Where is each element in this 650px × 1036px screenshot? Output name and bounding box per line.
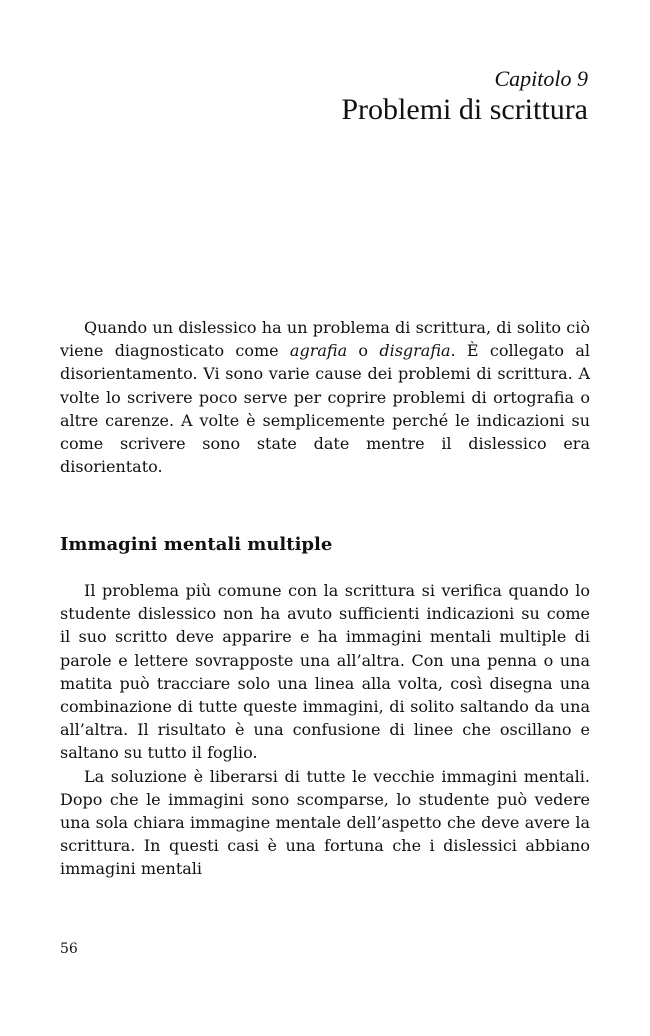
section-heading: Immagini mentali multiple bbox=[60, 534, 333, 555]
intro-text bbox=[60, 316, 590, 478]
intro-text-part-2: . È collegato al disorientamento. Vi sono varie cause dei problemi di scrittura. A volte lo scrivere poco serve per coprire problemi di ortografia o altre carenze. A volte è semplicemente perché le indicazioni su come scrivere sono state date mentre il dislessico era disorientato. bbox=[60, 341, 590, 477]
intro-paragraph bbox=[60, 316, 590, 478]
section-body bbox=[60, 579, 590, 881]
chapter-label: Capitolo 9 bbox=[494, 66, 588, 91]
chapter-title: Problemi di scrittura bbox=[341, 93, 588, 126]
intro-conjunction: o bbox=[347, 341, 380, 361]
term-disgrafia: disgrafia bbox=[379, 341, 451, 361]
intro-text-part-1: Quando un dislessico ha un problema di scrittura, di solito ciò viene diagnosticato come bbox=[60, 318, 590, 361]
section-paragraph-2: La soluzione è liberarsi di tutte le vecchie immagini mentali. Dopo che le immagini sono scomparse, lo studente può vedere una sola chiara immagine mentale dell’aspetto che deve avere la scrittura. In questi casi è una fortuna che i dislessici abbiano immagini mentali bbox=[60, 766, 590, 879]
page-number: 56 bbox=[60, 941, 78, 957]
term-agrafia: agrafia bbox=[289, 341, 348, 361]
section-paragraph-1: Il problema più comune con la scrittura si verifica quando lo studente dislessico non ha avuto sufficienti indicazioni su come il suo scritto deve apparire e ha immagini mentali multiple di parole e lettere sovrapposte una all’altra. Con una penna o una matita può tracciare solo una linea alla volta, così disegna una combinazione di tutte queste immagini, di solito saltando da una all’altra. Il risultato è una confusione di linee che oscillano e saltano su tutto il foglio. bbox=[60, 581, 590, 763]
